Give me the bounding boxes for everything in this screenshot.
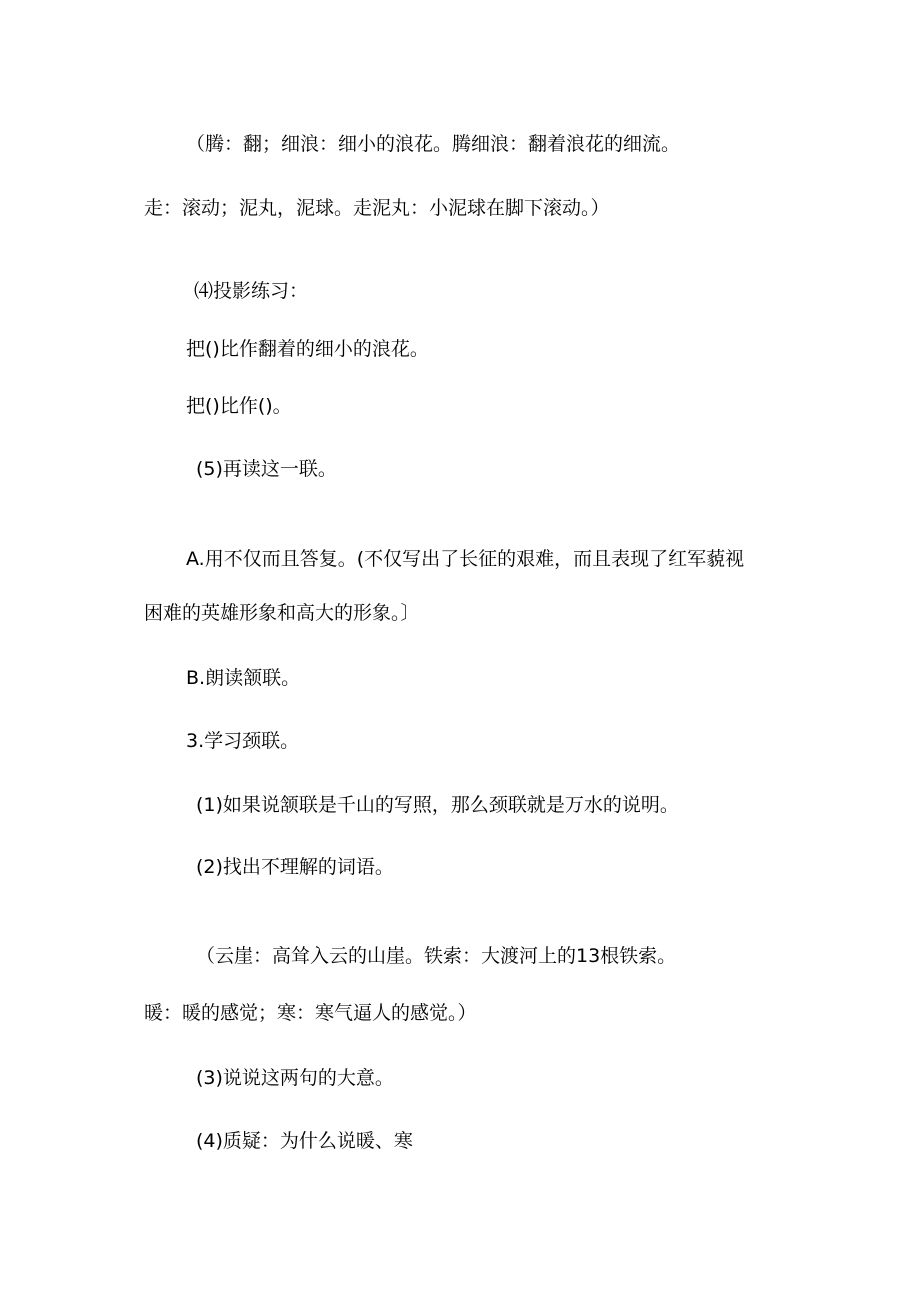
paragraph-line: （云崖：高耸入云的山崖。铁索：大渡河上的13根铁索。 bbox=[196, 945, 677, 967]
paragraph-line: 3.学习颈联。 bbox=[186, 730, 300, 752]
paragraph-line: 走：滚动；泥丸，泥球。走泥丸：小泥球在脚下滚动。） bbox=[144, 197, 610, 219]
paragraph-line: A.用不仅而且答复。(不仅写出了长征的艰难，而且表现了红军藐视 bbox=[186, 548, 745, 570]
paragraph-line: (2)找出不理解的词语。 bbox=[196, 856, 394, 878]
paragraph-line: (3)说说这两句的大意。 bbox=[196, 1067, 394, 1089]
paragraph-line: (5)再读这一联。 bbox=[196, 458, 337, 480]
paragraph-line: 暖：暖的感觉；寒：寒气逼人的感觉。） bbox=[144, 1002, 477, 1024]
paragraph-line: 把()比作()。 bbox=[186, 395, 292, 417]
paragraph-line: （腾：翻；细浪：细小的浪花。腾细浪：翻着浪花的细流。 bbox=[186, 133, 681, 155]
paragraph-line: (4)质疑：为什么说暖、寒 bbox=[196, 1130, 413, 1152]
paragraph-line: B.朗读颔联。 bbox=[186, 667, 301, 689]
paragraph-line: 困难的英雄形象和高大的形象。〕 bbox=[144, 602, 420, 624]
paragraph-line: (1)如果说颔联是千山的写照，那么颈联就是万水的说明。 bbox=[196, 794, 679, 816]
paragraph-line: 把()比作翻着的细小的浪花。 bbox=[186, 338, 429, 360]
paragraph-line: ⑷投影练习： bbox=[194, 280, 309, 302]
